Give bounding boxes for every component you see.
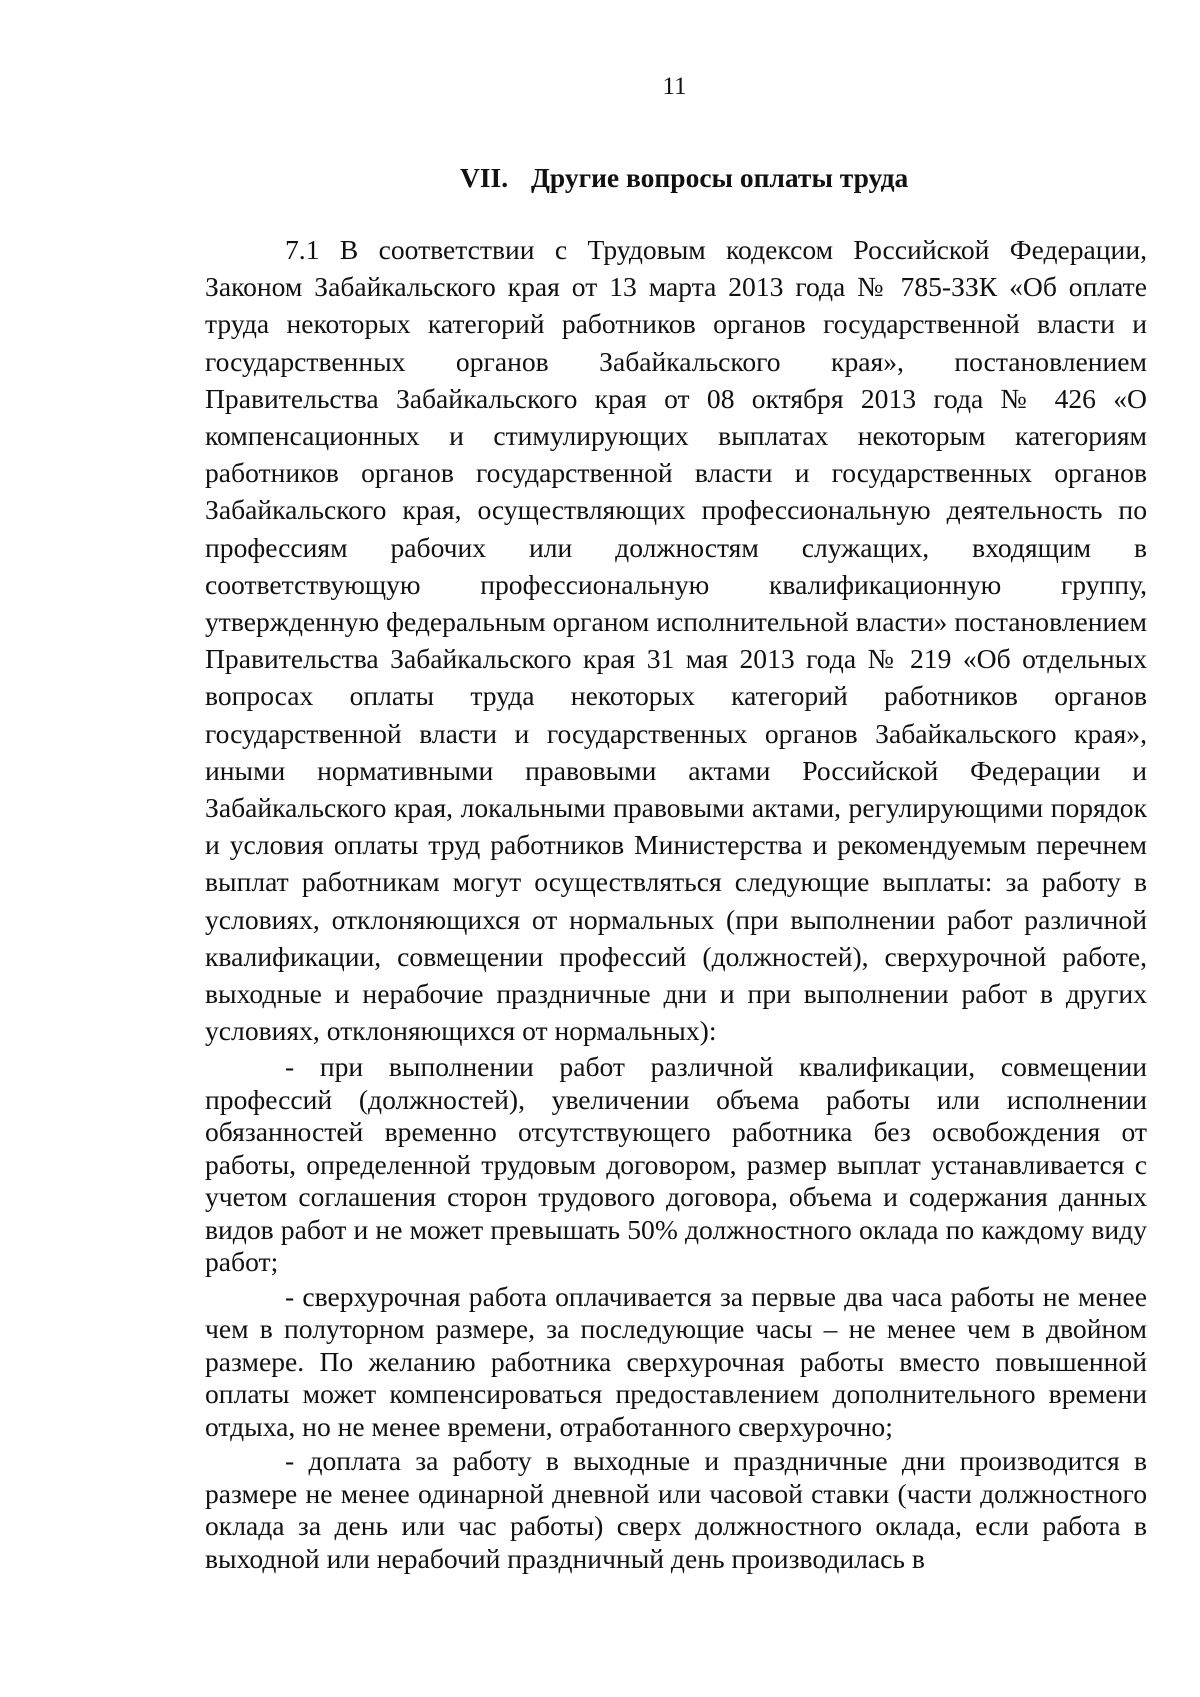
list-item-holiday-work: - доплата за работу в выходные и праздничные дни производится в размере не менее одинарной дневной или часовой ставки (части должностного оклада за день или час работы) сверх должностного оклада, если работа в выходной или нерабочий праздничный день производилась в <box>205 1445 1147 1574</box>
section-heading <box>460 161 980 195</box>
section-numeral: VII. <box>460 162 509 193</box>
section-title: Другие вопросы оплаты труда <box>531 162 909 193</box>
list-item-overtime: - сверхурочная работа оплачивается за первые два часа работы не менее чем в полуторном размере, за последующие часы – не менее чем в двойном размере. По желанию работника сверхурочная работы вместо повышенной оплаты может компенсироваться предоставлением дополнительного времени отдыха, но не менее времени, отработанного сверхурочно; <box>205 1280 1147 1442</box>
list-item-combined-duties: - при выполнении работ различной квалификации, совмещении профессий (должностей), увеличении объема работы или исполнении обязанностей временно отсутствующего работника без освобождения от работы, определенной трудовым договором, размер выплат устанавливается с учетом соглашения сторон трудового договора, объема и содержания данных видов работ и не может превышать 50% должностного оклада по каждому виду работ; <box>205 1051 1147 1278</box>
page-number: 11 <box>662 73 687 100</box>
paragraph-7-1: 7.1 В соответствии с Трудовым кодексом Российской Федерации, Законом Забайкальского края от 13 марта 2013 года № 785-ЗЗК «Об оплате труда некоторых категорий работников органов государственной власти и государственных органов Забайкальского края», постановлением Правительства Забайкальского края от 08 октября 2013 года № 426 «О компенсационных и стимулирующих выплатах некоторым категориям работников органов государственной власти и государственных органов Забайкальского края, осуществляющих профессиональную деятельность по профессиям рабочих или должностям служащих, входящим в соответствующую профессиональную квалификационную группу, утвержденную федеральным органом исполнительной власти» постановлением Правительства Забайкальского края 31 мая 2013 года № 219 «Об отдельных вопросах оплаты труда некоторых категорий работников органов государственной власти и государственных органов Забайкальского края», иными нормативными правовыми актами Российской Федерации и Забайкальского края, локальными правовыми актами, регулирующими порядок и условия оплаты труд работников Министерства и рекомендуемым перечнем выплат работникам могут осуществляться следующие выплаты: за работу в условиях, отклоняющихся от нормальных (при выполнении работ различной квалификации, совмещении профессий (должностей), сверхурочной работе, выходные и нерабочие праздничные дни и при выполнении работ в других условиях, отклоняющихся от нормальных): <box>205 234 1147 1047</box>
document-body <box>205 231 1147 1575</box>
